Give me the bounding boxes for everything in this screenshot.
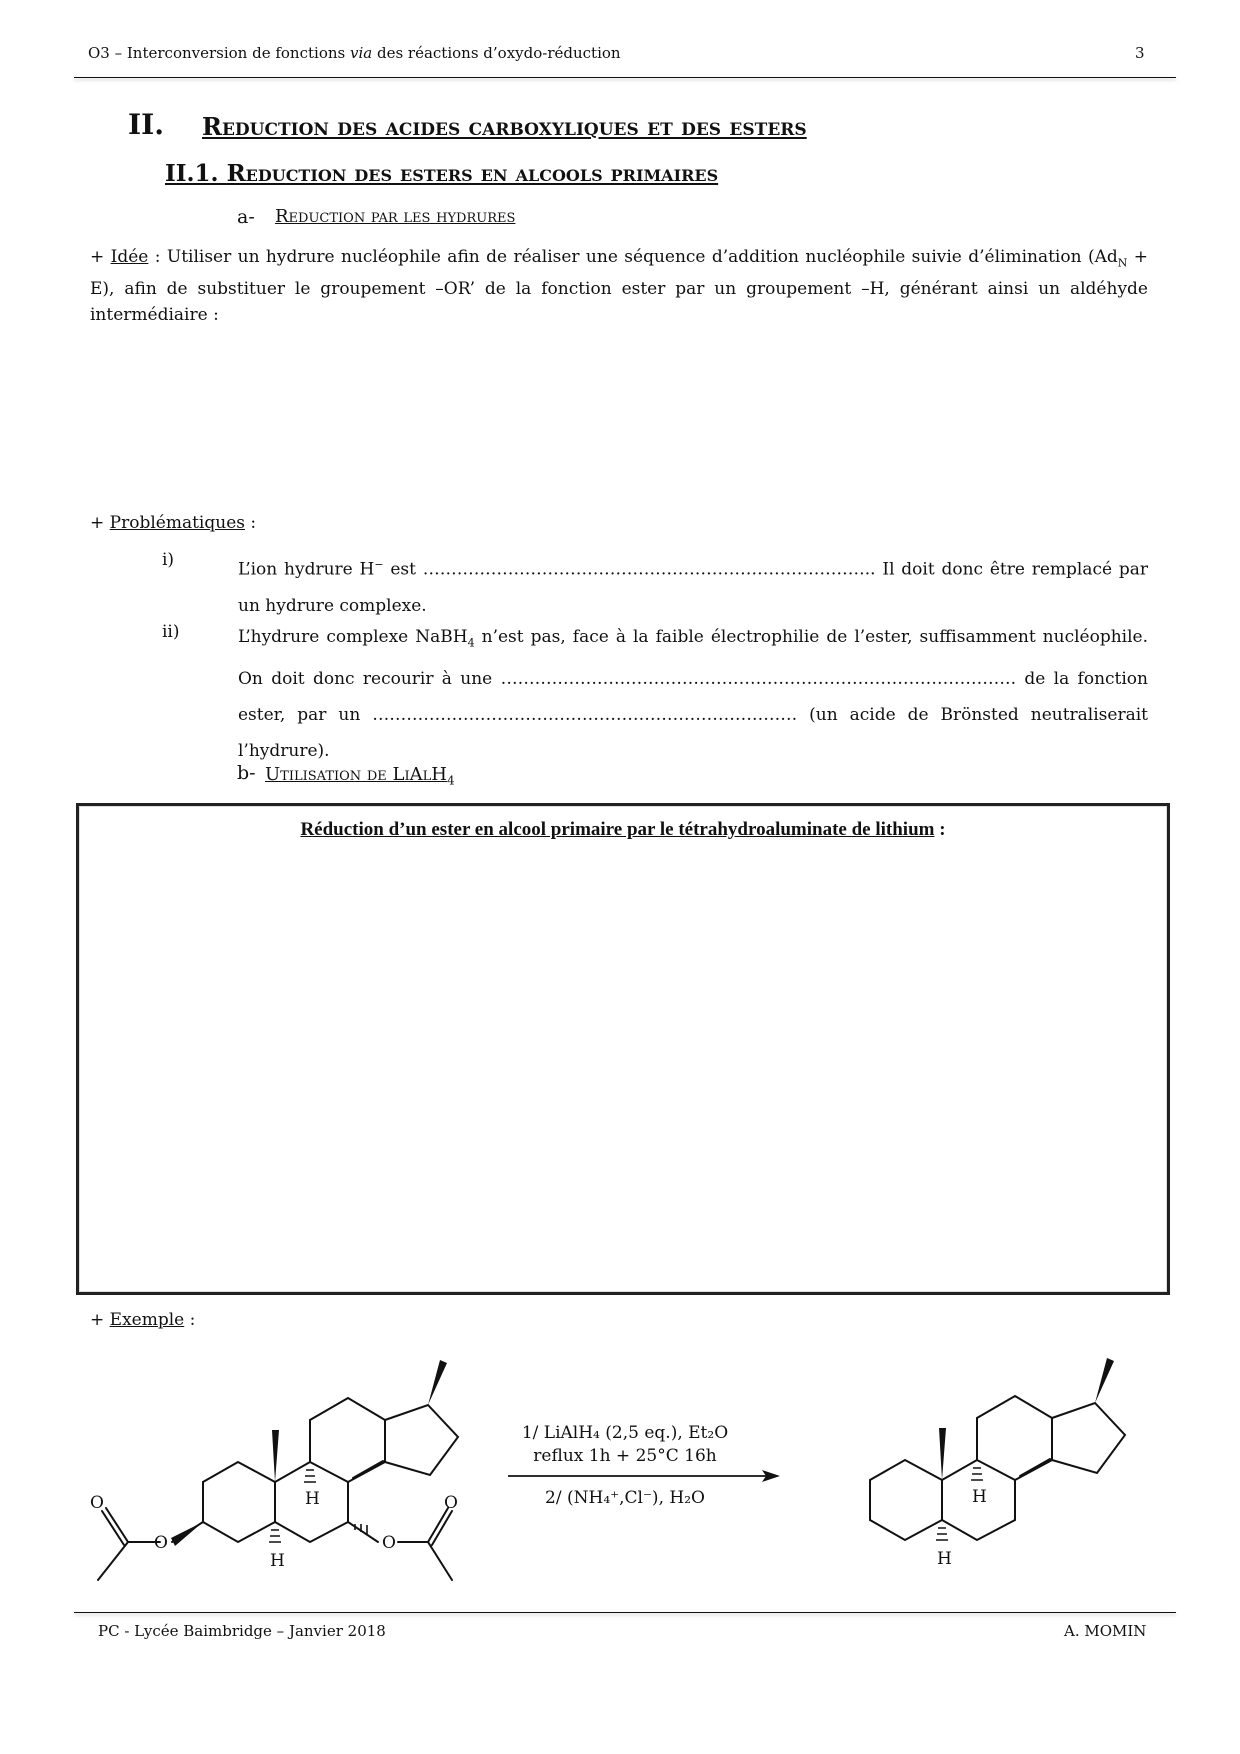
atom-H: H (270, 1551, 285, 1571)
idea-paragraph: + Idée : Utiliser un hydrure nucléophile afin de réaliser une séquence d’addition nucléophile suivie d’élimination $(Ad_N + E)$, afin de substituer le groupement –OR’ de la fonction ester par un groupement –H, générant ainsi un aldéhyde intermédiaire : (90, 247, 1148, 326)
idea-label: Idée (110, 247, 149, 267)
atom-O: O (382, 1533, 396, 1553)
example-heading: + Exemple : (90, 1310, 196, 1330)
footer-author: A. MOMIN (1064, 1622, 1147, 1640)
atom-H: H (972, 1487, 987, 1507)
part-b-label: b- (237, 762, 256, 784)
reaction-condition: 1/ LiAlH₄ (2,5 eq.), Et₂O (521, 1423, 729, 1443)
item-number: ii) (162, 622, 180, 642)
part-a-title: Reduction par les hydrures (275, 206, 516, 227)
part-a-label: a- (237, 206, 255, 228)
part-b-title: Utilisation de LiAlH$_4$ (265, 764, 455, 788)
reactant-structure (80, 1340, 500, 1610)
item-text: L’hydrure complexe NaBH$_4$ n’est pas, face à la faible électrophilie de l’ester, suffisamment nucléophile. On doit donc recourir à une ………………………………………………………………………………. de la fonction ester, par un ………………………………………………………………… (un acide de Brönsted neutraliserait l’hydrure). (238, 627, 1149, 762)
subsection-title: II.1. Reduction des esters en alcools primaires (165, 160, 719, 187)
answer-box (76, 803, 1170, 1295)
reaction-condition: reflux 1h + 25°C 16h (533, 1446, 717, 1466)
running-header: O3 – Interconversion de fonctions via des réactions d’oxydo-réduction (88, 44, 621, 62)
reaction-condition: 2/ (NH₄⁺,Cl⁻), H₂O (545, 1488, 705, 1508)
fill-blank: ………………………………………………………………………………. (500, 669, 1016, 690)
footer-left: PC - Lycée Baimbridge – Janvier 2018 (98, 1622, 386, 1640)
problematics-heading: + Problématiques : (90, 513, 257, 533)
atom-H: H (937, 1549, 952, 1569)
footer-divider (74, 1612, 1176, 1613)
box-title: Réduction d’un ester en alcool primaire par le tétrahydroaluminate de lithium : (300, 819, 946, 840)
header-divider (74, 77, 1176, 78)
section-title: Reduction des acides carboxyliques et des esters (202, 112, 807, 141)
section-number: II. (128, 108, 164, 141)
reaction-arrow (500, 1460, 790, 1490)
fill-blank: ……………………………………………………………………. (422, 559, 871, 580)
item-text: L’ion hydrure H− est …………………………………………………………………….. Il doit donc être remplacé par un hydrure complexe. (238, 558, 1148, 616)
atom-H: H (305, 1489, 320, 1509)
atom-O: O (444, 1493, 458, 1513)
atom-O: O (154, 1533, 168, 1553)
page-number: 3 (1135, 44, 1145, 62)
atom-O: O (90, 1493, 104, 1513)
item-number: i) (162, 550, 175, 570)
product-structure (860, 1340, 1160, 1610)
fill-blank: ………………………………………………………………… (372, 705, 798, 726)
